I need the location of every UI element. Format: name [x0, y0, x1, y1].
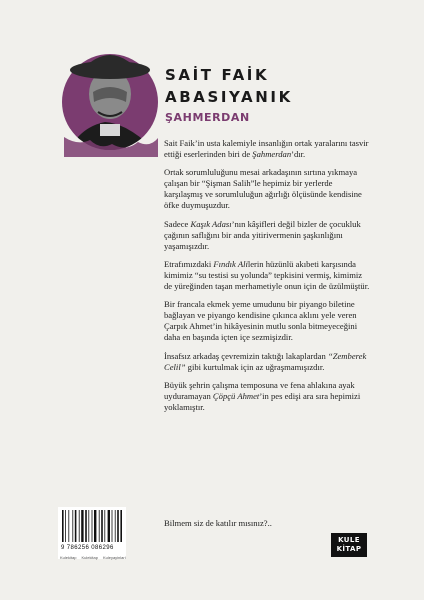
- barcode-bar: [94, 510, 96, 542]
- barcode-bar: [117, 510, 119, 542]
- social-handle: Kulekitap: [81, 555, 98, 560]
- barcode-bar: [101, 510, 103, 542]
- barcode-bar: [115, 510, 116, 542]
- author-first-name: SAİT FAİK: [165, 66, 270, 84]
- barcode-bar: [104, 510, 105, 542]
- barcode-bar: [85, 510, 87, 542]
- blurb-text: [164, 138, 370, 420]
- barcode-bar: [112, 510, 113, 542]
- barcode-bar: [68, 510, 69, 542]
- barcode-bar: [81, 510, 83, 542]
- barcode-bar: [99, 510, 100, 542]
- social-handles: [60, 555, 126, 560]
- blurb-paragraph: Etrafımızdaki Fındık Alilerin hüzünlü akıbeti karşısında kimimiz “su testisi su yolunda” tepkisini vermiş, kimimiz de yüreğinden taşan merhametiyle onun için de üzülmüştür.: [164, 258, 370, 292]
- blurb-paragraph: Sait Faik’in usta kalemiyle insanlığın ortak yaralarını tasvir ettiği eserlerinden biri de Şahmerdan’dır.: [164, 138, 369, 160]
- barcode-bar: [79, 510, 80, 542]
- publisher-line1: KULE: [338, 536, 360, 544]
- blurb-paragraph: Büyük şehrin çalışma temposuna ve fena ahlakına ayak uyduramayan Çöpçü Ahmet’in pes edişi ara sıra hepimizi yoklamıştır.: [164, 379, 361, 412]
- author-name: [165, 64, 293, 108]
- barcode-bar: [62, 510, 64, 542]
- barcode-bar: [88, 510, 89, 542]
- author-portrait-icon: [60, 42, 160, 157]
- blurb-paragraph: Sadece Kaşık Adası’nın kâşifleri değil bizler de çocukluk çağının saflığını bir anda yitirivermenin şaşkınlığını yaşamışızdır.: [164, 218, 361, 251]
- blurb-paragraph: Bir francala ekmek yeme umudunu bir piyango biletine bağlayan ve piyango kendisine çıkınca aklını yele veren Çarpık Ahmet’in hikâyesinin mutlu sonla bitmeyeceğini daha en başında içten içe sezmişizdir.: [164, 299, 358, 343]
- barcode-bar: [92, 510, 93, 542]
- closing-line: Bilmem siz de katılır mısınız?..: [164, 518, 272, 528]
- publisher-logo: [331, 533, 367, 557]
- barcode-bar: [75, 510, 77, 542]
- barcode-bar: [120, 510, 122, 542]
- social-handle: Kulekitap: [60, 555, 77, 560]
- social-handle: Kuleyayinlari: [102, 555, 126, 560]
- book-title: ŞAHMERDAN: [165, 111, 250, 124]
- barcode: [58, 507, 126, 559]
- author-last-name: ABASIYANIK: [165, 88, 293, 106]
- barcode-bar: [65, 510, 66, 542]
- barcode-icon: [58, 507, 126, 545]
- isbn-number: 9 786256 086296: [61, 545, 114, 551]
- blurb-paragraph: İnsafsız arkadaş çevremizin taktığı lakaplardan “Zemberek Celil” gibi kurtulmak için az uğraşmamışızdır.: [164, 350, 367, 372]
- barcode-bar: [72, 510, 73, 542]
- barcode-bar: [108, 510, 110, 542]
- publisher-line2: KİTAP: [336, 545, 362, 553]
- blurb-paragraph: Ortak sorumluluğunu mesai arkadaşının sırtına yıkmaya çalışan bir “Şişman Salih”le hepimiz bir yerlerde karşılaşmış ve sorumluluğun ağırlığı ölçüsünde kendisine öfke duymuşuzdur.: [164, 167, 362, 211]
